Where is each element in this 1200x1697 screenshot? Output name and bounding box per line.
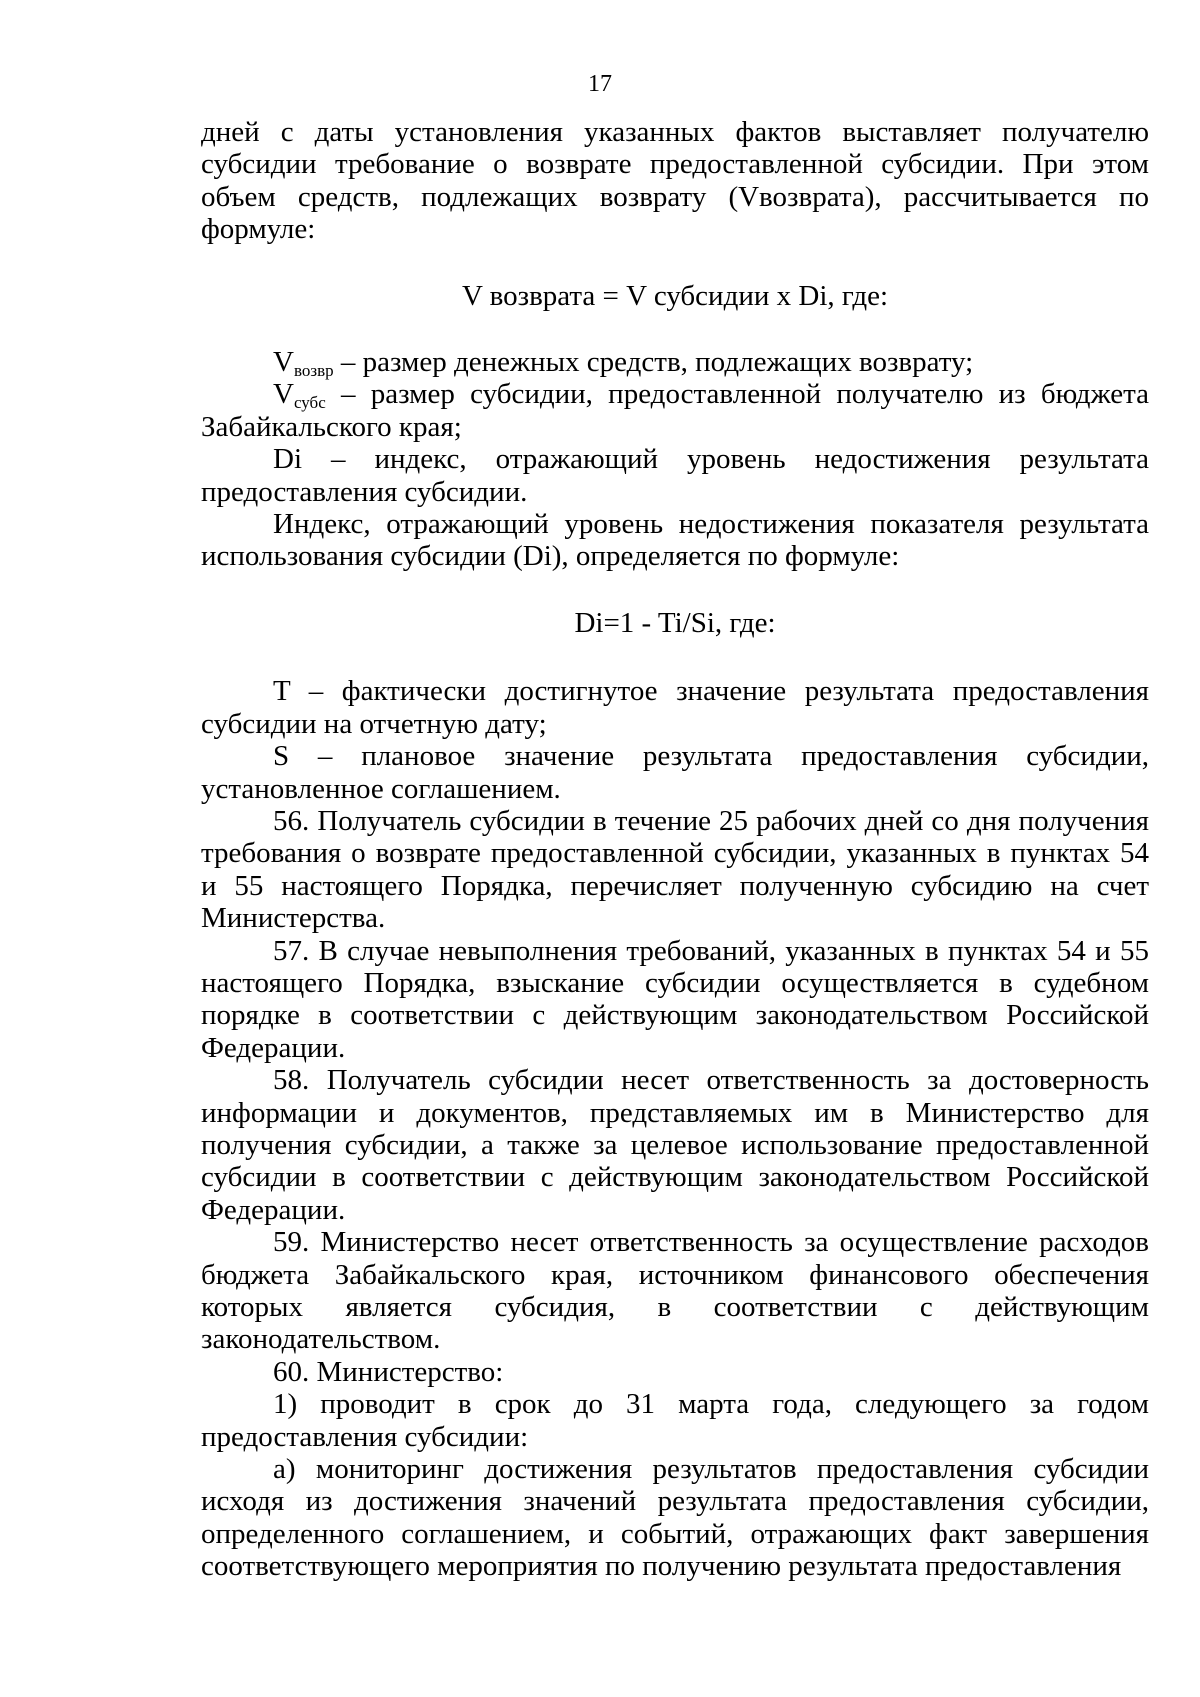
definition-v-subsidy xyxy=(201,378,1149,443)
clause-58: 58. Получатель субсидии несет ответственность за достоверность информации и документов, представляемых им в Министерство для получения субсидии, а также за целевое использование предоставленной субсидии в соответствии с действующим законодательством Российской Федерации. xyxy=(201,1064,1149,1226)
clause-60-1-a: а) мониторинг достижения результатов предоставления субсидии исходя из достижения значений результата предоставления субсидии, определенного соглашением, и событий, отражающих факт завершения соответствующего мероприятия по получению результата предоставления xyxy=(201,1453,1149,1583)
v-subsidy-symbol: V xyxy=(273,378,294,411)
definition-di: Di – индекс, отражающий уровень недостижения результата предоставления субсидии. xyxy=(201,443,1149,508)
v-subsidy-subscript: субс xyxy=(293,393,326,413)
formula-index: Di=1 - Ti/Si, где: xyxy=(574,606,776,639)
v-subsidy-definition: – размер субсидии, предоставленной получателю из бюджета Забайкальского края; xyxy=(201,378,1149,443)
clause-56: 56. Получатель субсидии в течение 25 рабочих дней со дня получения требования о возврате предоставленной субсидии, указанных в пунктах 54 и 55 настоящего Порядка, перечисляет полученную субсидию на счет Министерства. xyxy=(201,804,1149,935)
definition-s: S – плановое значение результата предоставления субсидии, установленное соглашением. xyxy=(201,740,1149,805)
definition-t: T – фактически достигнутое значение результата предоставления субсидии на отчетную дату; xyxy=(201,675,1149,740)
definition-v-return xyxy=(201,346,1149,381)
paragraph-index-intro: Индекс, отражающий уровень недостижения показателя результата использования субсидии (Di), определяется по формуле: xyxy=(201,508,1149,573)
v-return-subscript: возвр xyxy=(293,361,334,381)
clause-60: 60. Министерство: xyxy=(273,1355,504,1388)
clause-57: 57. В случае невыполнения требований, указанных в пунктах 54 и 55 настоящего Порядка, взыскание субсидии осуществляется в судебном порядке в соответствии с действующим законодательством Российской Федерации. xyxy=(201,934,1149,1064)
page-number: 17 xyxy=(588,71,612,97)
v-return-symbol: V xyxy=(273,346,294,379)
clause-60-1: 1) проводит в срок до 31 марта года, следующего за годом предоставления субсидии: xyxy=(201,1388,1149,1453)
paragraph-continuation: дней с даты установления указанных фактов выставляет получателю субсидии требование о возврате предоставленной субсидии. При этом объем средств, подлежащих возврату (Vвозврата), рассчитывается по формуле: xyxy=(201,116,1149,246)
formula-return-amount: V возврата = V субсидии x Di, где: xyxy=(461,279,889,312)
v-return-definition: – размер денежных средств, подлежащих возврату; xyxy=(333,346,974,379)
clause-59: 59. Министерство несет ответственность за осуществление расходов бюджета Забайкальского края, источником финансового обеспечения которых является субсидия, в соответствии с действующим законодательством. xyxy=(201,1226,1149,1356)
document-body xyxy=(201,116,1149,1583)
